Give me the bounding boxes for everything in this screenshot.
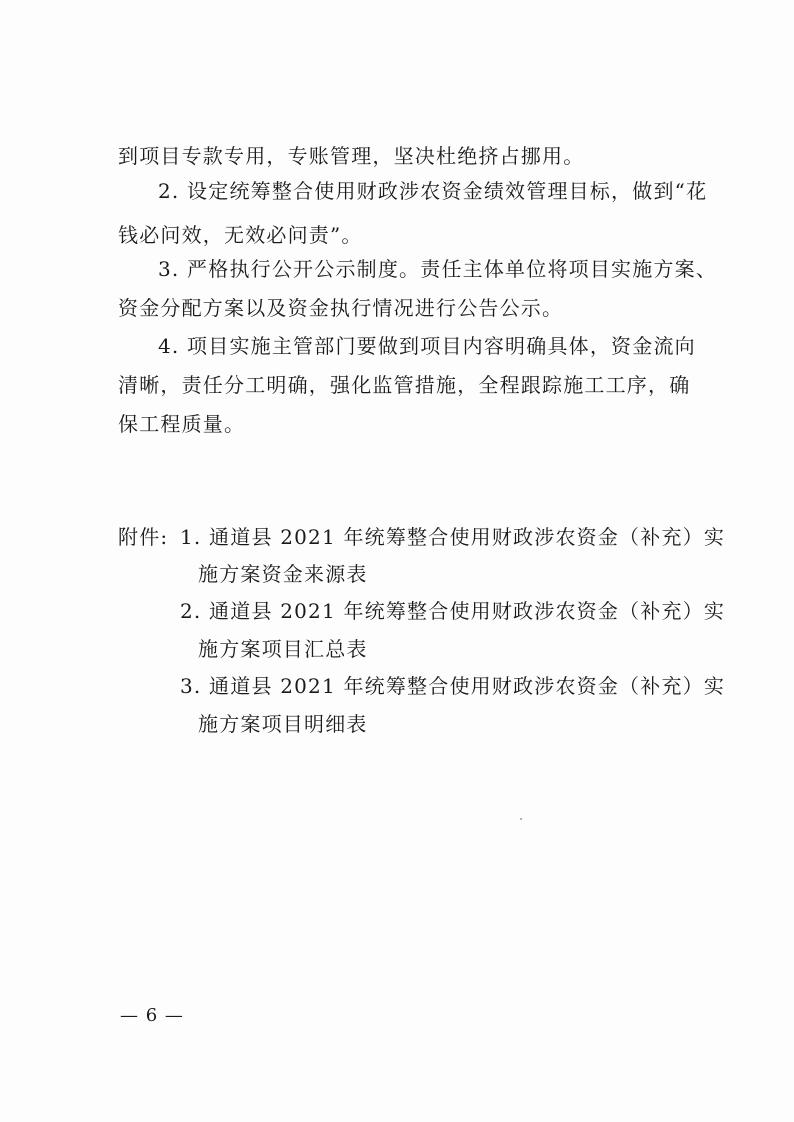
attachment-2-line-2: 施方案项目汇总表 (198, 637, 368, 661)
attachment-3-line-1: 3. 通道县 2021 年统筹整合使用财政涉农资金（补充）实 (180, 674, 726, 698)
item-4-line-3: 保工程质量。 (118, 412, 246, 436)
item-3-line-1: 3. 严格执行公开公示制度。责任主体单位将项目实施方案、 (158, 257, 718, 281)
attachment-1-line-2: 施方案资金来源表 (198, 562, 368, 586)
attachment-3-line-2: 施方案项目明细表 (198, 712, 368, 736)
attachment-1-line-1: 1. 通道县 2021 年统筹整合使用财政涉农资金（补充）实 (180, 525, 726, 549)
scan-speck (520, 818, 522, 820)
attachment-2-line-1: 2. 通道县 2021 年统筹整合使用财政涉农资金（补充）实 (180, 599, 726, 623)
attachments-label: 附件: (118, 525, 169, 549)
item-2-line-2: 钱必问效，无效必问责”。 (118, 223, 363, 247)
item-2-line-1: 2. 设定统筹整合使用财政涉农资金绩效管理目标，做到“花 (158, 179, 708, 203)
paragraph-continuation: 到项目专款专用，专账管理，坚决杜绝挤占挪用。 (118, 144, 585, 168)
item-4-line-1: 4. 项目实施主管部门要做到项目内容明确具体，资金流向 (158, 334, 696, 358)
item-3-line-2: 资金分配方案以及资金执行情况进行公告公示。 (118, 296, 564, 320)
page-number: — 6 — (120, 1005, 184, 1026)
item-4-line-2: 清晰，责任分工明确，强化监管措施，全程跟踪施工工序，确 (118, 373, 691, 397)
